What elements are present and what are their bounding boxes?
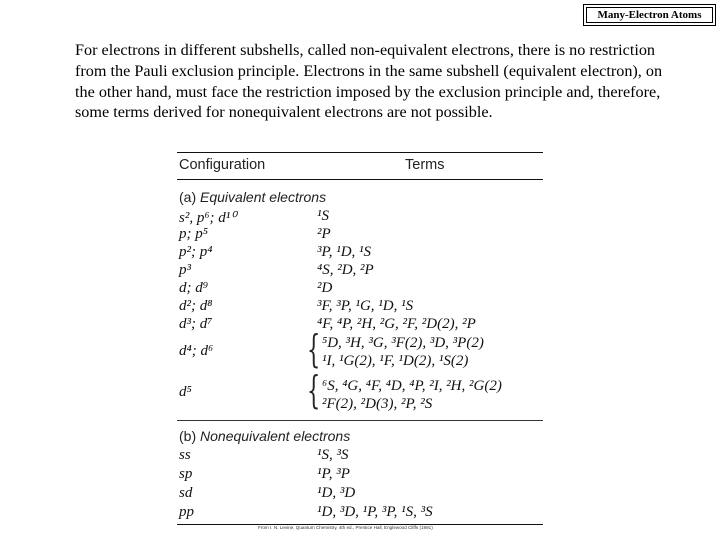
table-row <box>177 378 543 396</box>
table-row <box>177 262 543 280</box>
terms-cell: ³P, ¹D, ¹S <box>317 244 372 260</box>
table-row <box>177 335 543 353</box>
table-row <box>177 280 543 298</box>
config-cell: d⁵ <box>179 384 192 400</box>
table-row <box>177 447 543 465</box>
config-cell: s², p⁶; d¹⁰ <box>179 210 237 226</box>
table-row <box>177 396 543 414</box>
config-cell: sd <box>179 485 193 501</box>
term-table <box>177 148 543 534</box>
table-top-rule <box>177 152 543 153</box>
terms-cell: ⁴F, ⁴P, ²H, ²G, ²F, ²D(2), ²P <box>317 316 476 332</box>
config-cell: d; d⁹ <box>179 280 208 296</box>
terms-cell: ²D <box>317 280 333 296</box>
terms-cell: ⁴S, ²D, ²P <box>317 262 374 278</box>
table-row <box>177 226 543 244</box>
section-b-label <box>179 428 350 444</box>
brace-d5: { <box>307 368 321 412</box>
config-cell: d³; d⁷ <box>179 316 213 332</box>
brace-d4-d6: { <box>307 327 321 371</box>
table-row <box>177 485 543 503</box>
table-header-rule <box>177 179 543 180</box>
table-row <box>177 298 543 316</box>
terms-cell: ¹P, ³P <box>317 466 350 482</box>
terms-cell: ³F, ³P, ¹G, ¹D, ¹S <box>317 298 414 314</box>
terms-cell: ²F(2), ²D(3), ²P, ²S <box>322 396 433 412</box>
config-cell: p²; p⁴ <box>179 244 213 260</box>
section-a-title: Equivalent electrons <box>200 189 327 205</box>
section-b-title: Nonequivalent electrons <box>200 428 351 444</box>
terms-cell: ²P <box>317 226 331 242</box>
table-row <box>177 208 543 226</box>
slide-header-title <box>583 4 716 26</box>
source-citation: From I. N. Levine, Quantum Chemistry, 4th ed., Prentice Hall, Englewood Cliffs (1991) <box>258 525 433 530</box>
header-title-text: Many-Electron Atoms <box>597 9 702 21</box>
terms-cell: ¹D, ³D, ¹P, ³P, ¹S, ³S <box>317 504 433 520</box>
column-header-terms: Terms <box>405 157 445 173</box>
terms-cell: ¹D, ³D <box>317 485 356 501</box>
config-cell: ss <box>179 447 191 463</box>
table-row <box>177 353 543 371</box>
section-b-letter: (b) <box>179 428 197 444</box>
section-divider-rule <box>177 420 543 421</box>
terms-cell: ¹I, ¹G(2), ¹F, ¹D(2), ¹S(2) <box>322 353 469 369</box>
terms-cell: ⁵D, ³H, ³G, ³F(2), ³D, ³P(2) <box>322 335 484 351</box>
intro-paragraph: For electrons in different subshells, called non-equivalent electrons, there is no restriction from the Pauli exclusion principle. Electrons in the same subshell (equivalent electron), on the other hand, must face the restriction imposed by the exclusion principle and, therefore, some terms derived for nonequivalent electrons are not possible. <box>75 41 663 122</box>
table-row <box>177 244 543 262</box>
terms-cell: ⁶S, ⁴G, ⁴F, ⁴D, ⁴P, ²I, ²H, ²G(2) <box>322 378 502 394</box>
table-row <box>177 504 543 522</box>
table-row <box>177 316 543 334</box>
section-a-letter: (a) <box>179 189 197 205</box>
column-header-configuration: Configuration <box>179 157 266 173</box>
config-cell: p³ <box>179 262 191 278</box>
config-cell: p; p⁵ <box>179 226 208 242</box>
config-cell: d⁴; d⁶ <box>179 343 214 359</box>
config-cell: sp <box>179 466 193 482</box>
terms-cell: ¹S, ³S <box>317 447 349 463</box>
config-cell: pp <box>179 504 194 520</box>
terms-cell: ¹S <box>317 208 329 224</box>
table-row <box>177 466 543 484</box>
section-a-label <box>179 189 326 205</box>
config-cell: d²; d⁸ <box>179 298 213 314</box>
